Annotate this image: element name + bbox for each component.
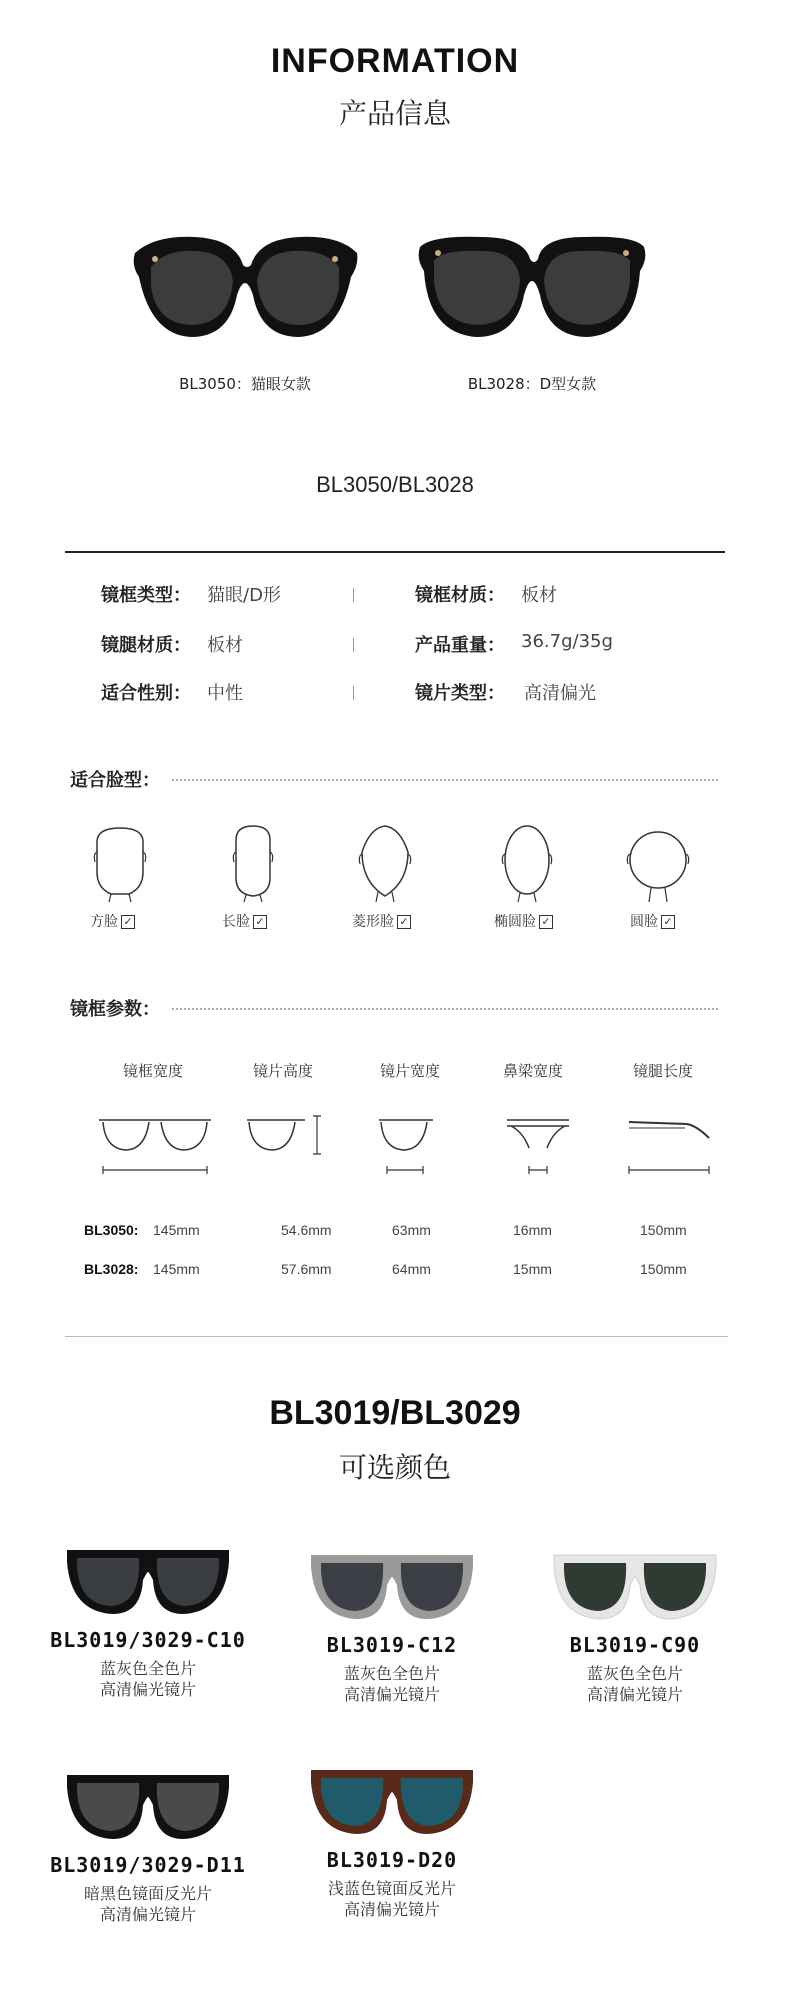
sunglasses-d20-image <box>307 1760 477 1840</box>
face-label-square: 方脸 ✓ <box>90 911 135 931</box>
spec-value-gender: 中性 <box>207 683 243 704</box>
diagram-lens-width <box>373 1108 443 1182</box>
color-desc-line1: 蓝灰色全色片 <box>586 1664 683 1683</box>
dotted-divider <box>172 1008 718 1010</box>
spec-separator <box>353 638 354 652</box>
product-label-bl3050: BL3050：猫眼女款 <box>179 375 311 393</box>
param-head-lens-width: 镜片宽度 <box>379 1062 440 1080</box>
diagram-lens-height <box>245 1108 335 1182</box>
param-head-lens-height: 镜片高度 <box>252 1062 313 1080</box>
model-line: BL3050/BL3028 <box>316 472 474 497</box>
spec-value-weight: 36.7g/35g <box>521 631 613 652</box>
face-icon-square <box>85 822 155 906</box>
color-code: BL3019/3029-D11 <box>50 1853 246 1877</box>
sunglasses-c90-image <box>550 1545 720 1625</box>
diagram-bridge-width <box>503 1108 573 1182</box>
param-value: 54.6mm <box>281 1222 332 1238</box>
face-label-oval: 椭圆脸 ✓ <box>494 911 553 931</box>
spec-value-frame-material: 板材 <box>521 585 557 606</box>
param-value: 150mm <box>640 1261 687 1277</box>
face-icon-long <box>218 822 288 906</box>
page-subtitle: 产品信息 <box>338 97 451 130</box>
param-value: 64mm <box>392 1261 431 1277</box>
color-code: BL3019-C90 <box>569 1633 701 1657</box>
color-desc-line2: 高清偏光镜片 <box>343 1900 440 1919</box>
face-label-round: 圆脸 ✓ <box>630 911 675 931</box>
spec-key-frame-type: 镜框类型： <box>101 585 191 606</box>
param-head-temple-length: 镜腿长度 <box>632 1062 693 1080</box>
spec-separator <box>353 588 354 602</box>
color-desc-line1: 暗黑色镜面反光片 <box>83 1884 212 1903</box>
product-image-bl3050 <box>125 225 365 359</box>
spec-key-weight: 产品重量： <box>415 635 505 656</box>
param-value: 15mm <box>513 1261 552 1277</box>
param-value: 16mm <box>513 1222 552 1238</box>
param-row-label-bl3050: BL3050: <box>84 1222 139 1238</box>
face-icon-oval <box>492 822 562 906</box>
color-desc-line2: 高清偏光镜片 <box>99 1905 196 1924</box>
diagram-frame-width <box>95 1108 215 1182</box>
dotted-divider <box>172 779 718 781</box>
color-option-c12 <box>272 1545 512 1705</box>
frame-params-title: 镜框参数： <box>70 999 160 1020</box>
color-option-d11 <box>28 1765 268 1925</box>
spec-separator <box>353 686 354 700</box>
color-code: BL3019/3029-C10 <box>50 1628 246 1652</box>
check-icon: ✓ <box>539 915 553 929</box>
sunglasses-c12-image <box>307 1545 477 1625</box>
check-icon: ✓ <box>661 915 675 929</box>
color-code: BL3019-C12 <box>326 1633 458 1657</box>
colors-subtitle: 可选颜色 <box>338 1451 451 1484</box>
face-icon-round <box>623 822 693 906</box>
color-desc-line1: 浅蓝色镜面反光片 <box>327 1879 456 1898</box>
color-desc-line1: 蓝灰色全色片 <box>99 1659 196 1678</box>
color-option-c10 <box>28 1540 268 1700</box>
page-title: INFORMATION <box>270 42 520 80</box>
color-option-c90 <box>515 1545 755 1705</box>
face-label-diamond: 菱形脸 ✓ <box>352 911 411 931</box>
face-label-long: 长脸 ✓ <box>222 911 267 931</box>
sunglasses-c10-image <box>63 1540 233 1620</box>
param-value: 145mm <box>153 1222 200 1238</box>
product-image-bl3028 <box>412 225 652 359</box>
param-value: 150mm <box>640 1222 687 1238</box>
colors-title: BL3019/BL3029 <box>269 1394 521 1432</box>
param-value: 145mm <box>153 1261 200 1277</box>
color-code: BL3019-D20 <box>326 1848 458 1872</box>
color-desc-line2: 高清偏光镜片 <box>99 1680 196 1699</box>
check-icon: ✓ <box>121 915 135 929</box>
spec-value-frame-type: 猫眼/D形 <box>207 585 281 606</box>
color-option-d20 <box>272 1760 512 1920</box>
param-value: 57.6mm <box>281 1261 332 1277</box>
check-icon: ✓ <box>397 915 411 929</box>
spec-key-temple-material: 镜腿材质： <box>101 635 191 656</box>
spec-key-frame-material: 镜框材质： <box>415 585 505 606</box>
color-desc-line2: 高清偏光镜片 <box>586 1685 683 1704</box>
check-icon: ✓ <box>253 915 267 929</box>
spec-key-lens-type: 镜片类型： <box>415 683 505 704</box>
param-head-bridge-width: 鼻梁宽度 <box>502 1062 563 1080</box>
param-head-frame-width: 镜框宽度 <box>122 1062 183 1080</box>
divider <box>65 1336 728 1337</box>
diagram-temple-length <box>625 1108 715 1182</box>
spec-value-lens-type: 高清偏光 <box>524 683 596 704</box>
face-section-title: 适合脸型： <box>70 770 160 791</box>
spec-key-gender: 适合性别： <box>101 683 191 704</box>
param-value: 63mm <box>392 1222 431 1238</box>
sunglasses-d11-image <box>63 1765 233 1845</box>
face-icon-diamond <box>350 822 420 906</box>
color-desc-line1: 蓝灰色全色片 <box>343 1664 440 1683</box>
param-row-label-bl3028: BL3028: <box>84 1261 139 1277</box>
divider <box>65 551 725 553</box>
spec-value-temple-material: 板材 <box>207 635 243 656</box>
color-desc-line2: 高清偏光镜片 <box>343 1685 440 1704</box>
product-label-bl3028: BL3028：D型女款 <box>467 375 597 393</box>
